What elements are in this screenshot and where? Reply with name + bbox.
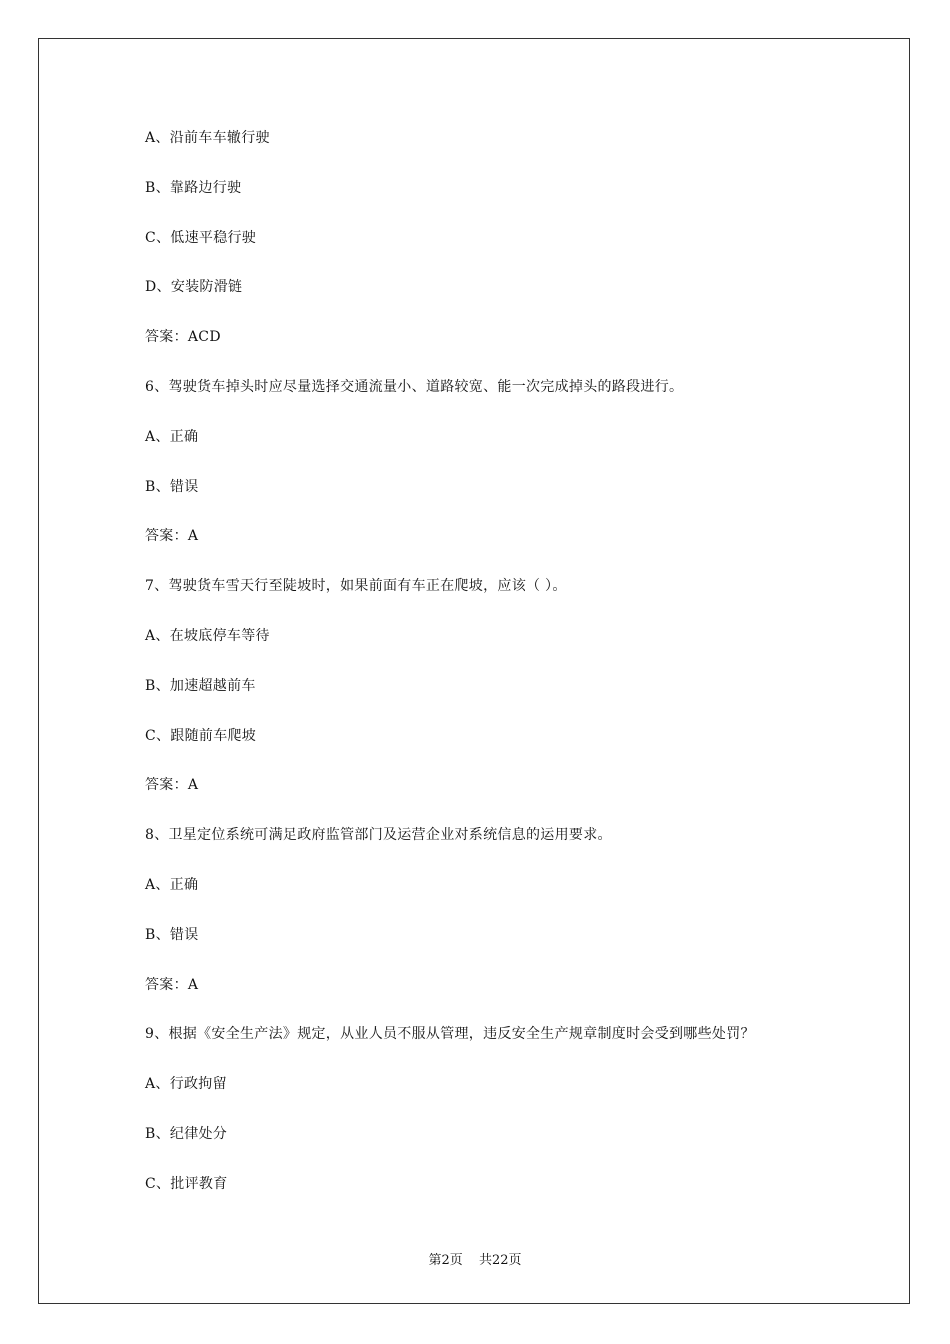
question-line: 6、驾驶货车掉头时应尽量选择交通流量小、道路较宽、能一次完成掉头的路段进行。 xyxy=(145,378,684,395)
answer-line: 答案：ACD xyxy=(145,329,221,346)
option-line: B、纪律处分 xyxy=(145,1125,228,1142)
option-line: C、跟随前车爬坡 xyxy=(145,727,257,744)
option-line: A、正确 xyxy=(145,428,199,445)
answer-line: 答案：A xyxy=(145,528,199,545)
option-line: B、错误 xyxy=(145,478,199,495)
option-line: A、正确 xyxy=(145,876,199,893)
option-line: A、行政拘留 xyxy=(145,1076,227,1093)
option-line: C、批评教育 xyxy=(145,1175,228,1192)
option-line: D、安装防滑链 xyxy=(145,279,243,296)
question-line: 7、驾驶货车雪天行至陡坡时，如果前面有车正在爬坡，应该（ ）。 xyxy=(145,578,567,595)
page-total: 共22页 xyxy=(478,1253,522,1268)
question-line: 9、根据《安全生产法》规定，从业人员不服从管理，违反安全生产规章制度时会受到哪些处罚？ xyxy=(145,1026,755,1043)
answer-line: 答案：A xyxy=(145,976,199,993)
option-line: B、靠路边行驶 xyxy=(145,179,242,196)
answer-line: 答案：A xyxy=(145,777,199,794)
option-line: B、加速超越前车 xyxy=(145,677,256,694)
option-line: C、低速平稳行驶 xyxy=(145,229,257,246)
option-line: A、在坡底停车等待 xyxy=(145,627,270,644)
option-line: B、错误 xyxy=(145,926,199,943)
page-footer xyxy=(0,1249,950,1268)
page-number: 第2页 xyxy=(428,1253,463,1268)
option-line: A、沿前车车辙行驶 xyxy=(145,130,270,146)
document-body xyxy=(145,128,845,1224)
question-line: 8、卫星定位系统可满足政府监管部门及运营企业对系统信息的运用要求。 xyxy=(145,827,612,844)
